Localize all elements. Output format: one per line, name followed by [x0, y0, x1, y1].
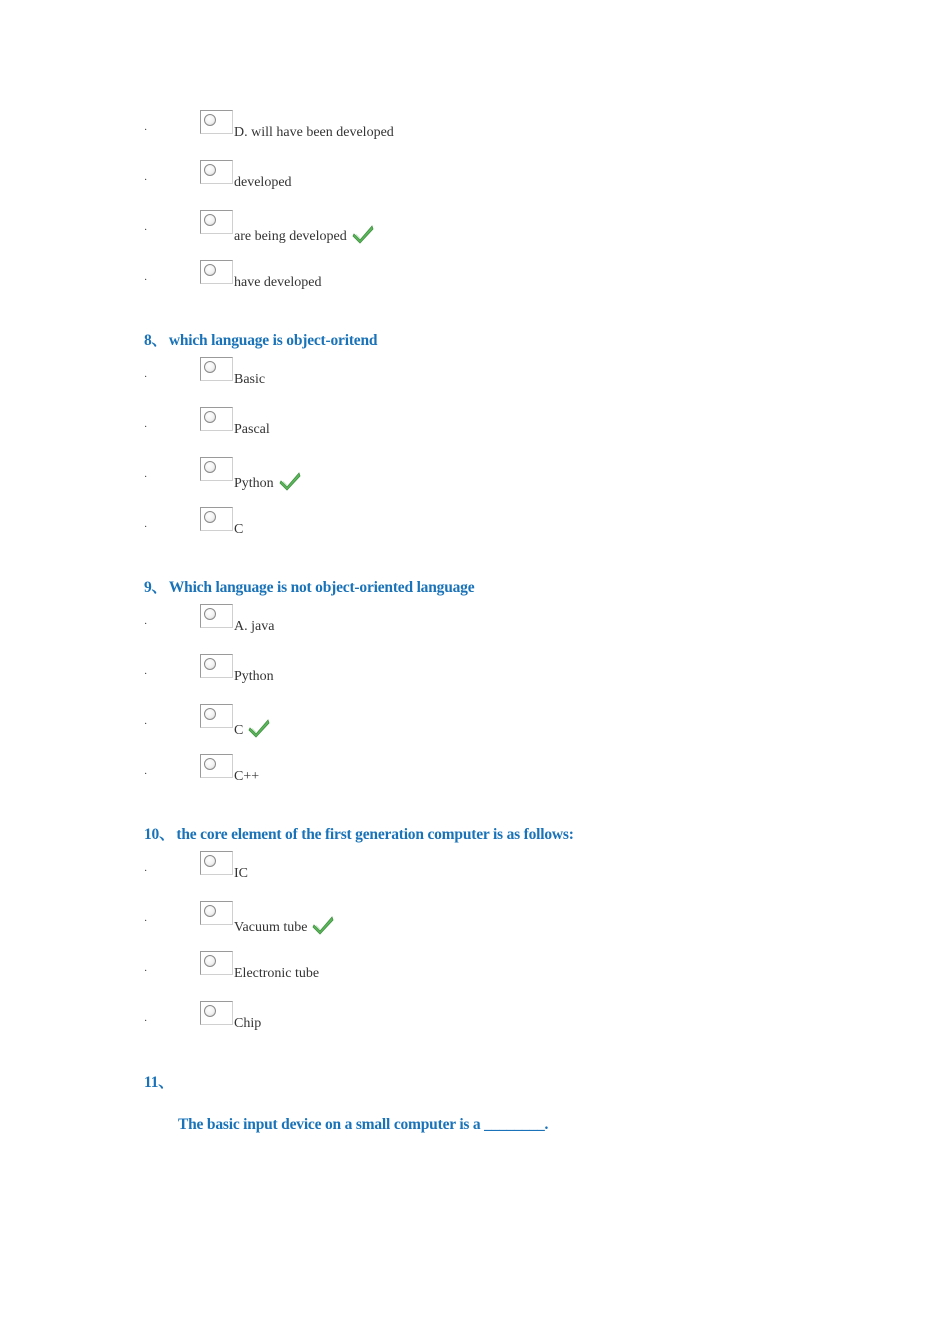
option-row[interactable] — [0, 210, 950, 250]
bullet: · — [144, 916, 148, 927]
radio-button-icon — [204, 905, 216, 917]
option-label: Python — [234, 669, 274, 684]
bullet: · — [144, 866, 148, 877]
radio-button-icon — [204, 955, 216, 967]
radio-button-icon — [204, 758, 216, 770]
question-number: 9、 — [144, 579, 167, 596]
radio-button-icon — [204, 511, 216, 523]
option-label: developed — [234, 175, 292, 190]
option-row[interactable] — [0, 654, 950, 694]
radio-button[interactable] — [200, 407, 233, 431]
option-label: C — [234, 522, 244, 537]
option-row[interactable] — [0, 1001, 950, 1041]
radio-button-icon — [204, 114, 216, 126]
bullet: · — [144, 275, 148, 286]
option-row[interactable] — [0, 457, 950, 497]
bullet: · — [144, 669, 148, 680]
radio-button-icon — [204, 608, 216, 620]
radio-button-icon — [204, 1005, 216, 1017]
bullet: · — [144, 619, 148, 630]
bullet: · — [144, 125, 148, 136]
bullet: · — [144, 1016, 148, 1027]
radio-button-icon — [204, 164, 216, 176]
radio-button-icon — [204, 708, 216, 720]
option-row[interactable] — [0, 357, 950, 397]
question-number: 10、 — [144, 826, 175, 843]
option-label: are being developed — [234, 224, 374, 246]
radio-button[interactable] — [200, 704, 233, 728]
radio-button[interactable] — [200, 851, 233, 875]
option-row[interactable] — [0, 507, 950, 547]
option-label: Electronic tube — [234, 966, 320, 981]
bullet: · — [144, 225, 148, 236]
radio-button-icon — [204, 411, 216, 423]
option-label: D. will have been developed — [234, 125, 394, 140]
question-number: 11、 — [144, 1074, 174, 1091]
checkmark-icon — [279, 471, 301, 491]
option-label: Vacuum tube — [234, 915, 334, 937]
radio-button-icon — [204, 461, 216, 473]
option-label: Chip — [234, 1016, 262, 1031]
option-row[interactable] — [0, 851, 950, 891]
option-label: Pascal — [234, 422, 270, 437]
option-label: C++ — [234, 769, 260, 784]
radio-button-icon — [204, 214, 216, 226]
option-row[interactable] — [0, 110, 950, 150]
option-row[interactable] — [0, 704, 950, 744]
option-label: IC — [234, 866, 248, 881]
checkmark-icon — [312, 915, 334, 935]
radio-button[interactable] — [200, 160, 233, 184]
option-label: A. java — [234, 619, 275, 634]
checkmark-icon — [352, 224, 374, 244]
bullet: · — [144, 522, 148, 533]
question-text: which language is object-oritend — [168, 332, 378, 349]
option-row[interactable] — [0, 160, 950, 200]
radio-button[interactable] — [200, 901, 233, 925]
option-row[interactable] — [0, 604, 950, 644]
question-text: the core element of the first generation computer is as follows: — [176, 826, 574, 843]
radio-button[interactable] — [200, 754, 233, 778]
question-text: The basic input device on a small computer is a ________. — [178, 1116, 549, 1133]
checkmark-icon — [248, 718, 270, 738]
option-label: Basic — [234, 372, 266, 387]
radio-button[interactable] — [200, 210, 233, 234]
radio-button[interactable] — [200, 654, 233, 678]
question-heading — [144, 575, 474, 597]
option-label: Python — [234, 471, 301, 493]
bullet: · — [144, 372, 148, 383]
question-number: 8、 — [144, 332, 167, 349]
radio-button-icon — [204, 361, 216, 373]
question-heading — [144, 822, 574, 844]
radio-button[interactable] — [200, 357, 233, 381]
bullet: · — [144, 769, 148, 780]
radio-button[interactable] — [200, 951, 233, 975]
radio-button[interactable] — [200, 604, 233, 628]
radio-button-icon — [204, 264, 216, 276]
option-row[interactable] — [0, 754, 950, 794]
question-heading — [144, 328, 377, 350]
question-text: Which language is not object-oriented language — [168, 579, 475, 596]
option-row[interactable] — [0, 407, 950, 447]
radio-button[interactable] — [200, 260, 233, 284]
radio-button-icon — [204, 658, 216, 670]
bullet: · — [144, 472, 148, 483]
option-row[interactable] — [0, 951, 950, 991]
option-label: have developed — [234, 275, 322, 290]
bullet: · — [144, 719, 148, 730]
bullet: · — [144, 422, 148, 433]
radio-button[interactable] — [200, 457, 233, 481]
bullet: · — [144, 966, 148, 977]
option-row[interactable] — [0, 260, 950, 300]
radio-button[interactable] — [200, 110, 233, 134]
bullet: · — [144, 175, 148, 186]
radio-button[interactable] — [200, 507, 233, 531]
radio-button-icon — [204, 855, 216, 867]
radio-button[interactable] — [200, 1001, 233, 1025]
option-row[interactable] — [0, 901, 950, 941]
option-label: C — [234, 718, 270, 740]
